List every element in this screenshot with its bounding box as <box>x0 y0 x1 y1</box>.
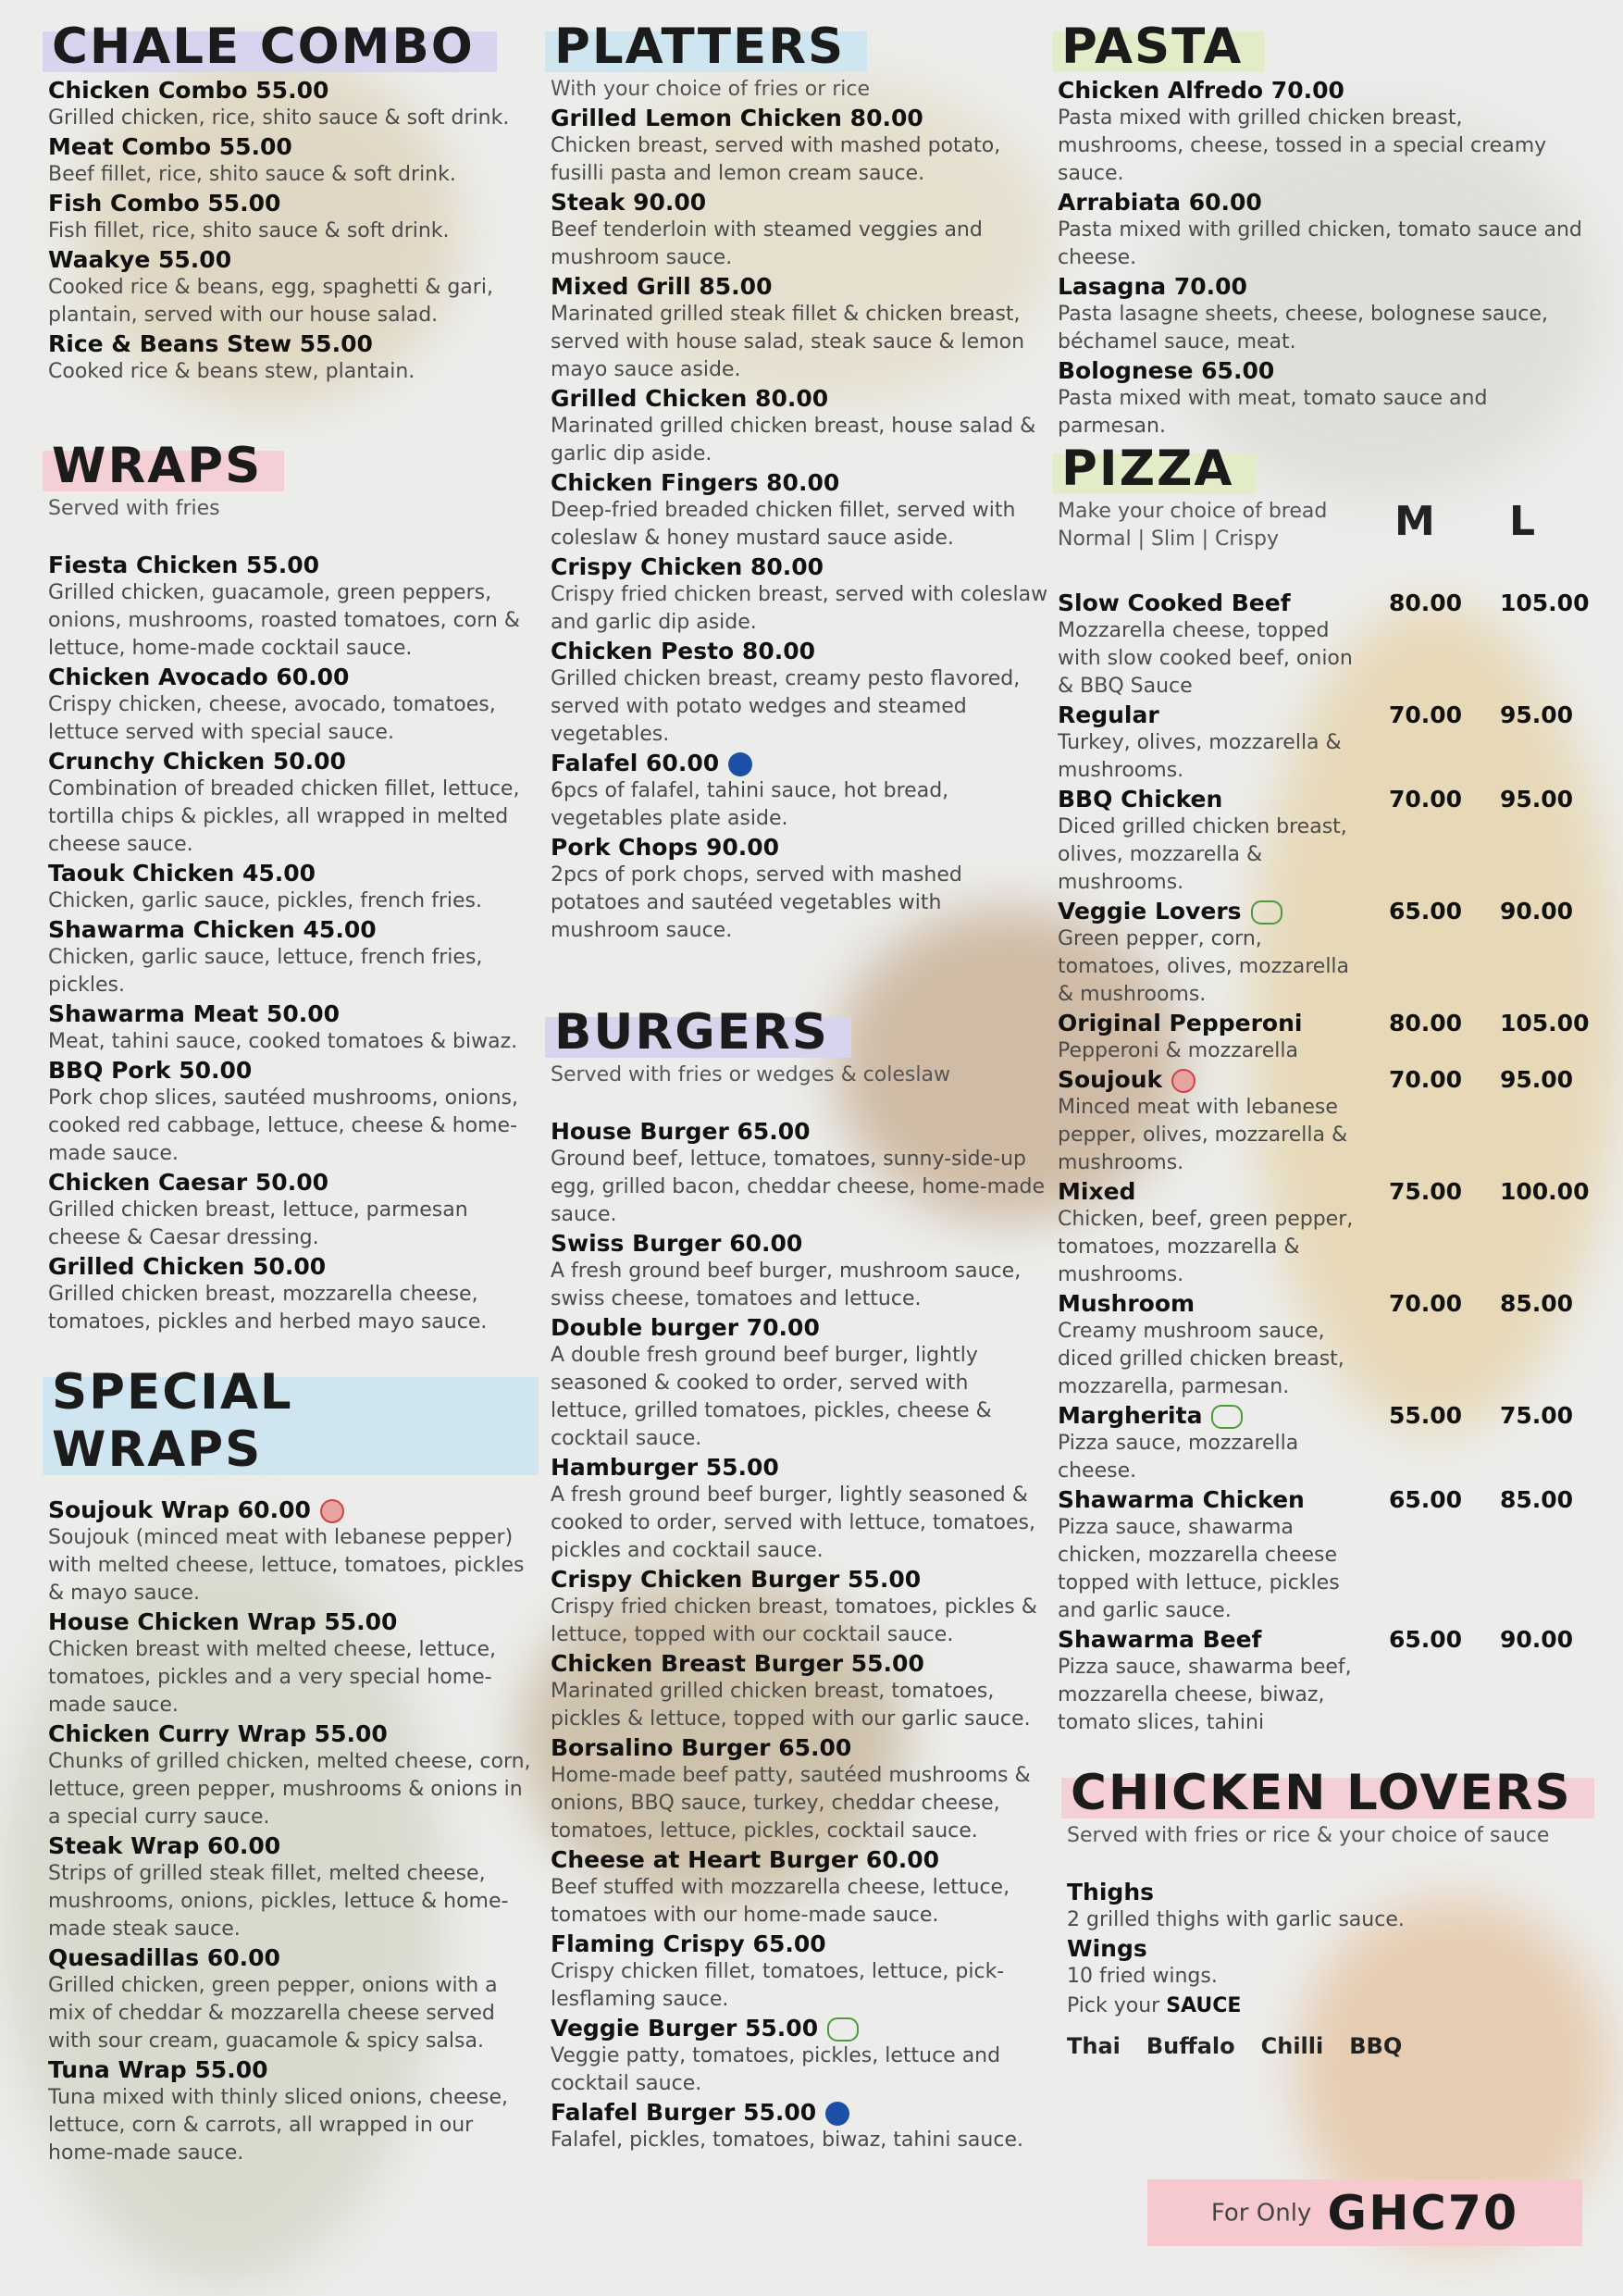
spicy-icon <box>320 1499 344 1523</box>
menu-item-name: Crispy Chicken 80.00 <box>551 553 824 580</box>
section-pizza <box>1058 441 1594 1737</box>
menu-item-description: Green pepper, corn, tomatoes, olives, mozzarella & mushrooms. <box>1058 927 1350 1006</box>
menu-item-name: House Chicken Wrap 55.00 <box>48 1608 398 1635</box>
menu-item-name: Thighs <box>1067 1879 1154 1905</box>
menu-item-description: Home-made beef patty, sautéed mushrooms & onions, BBQ sauce, turkey, cheddar cheese, tomatoes, lettuce, pickles, cocktail sauce. <box>551 1764 1031 1843</box>
menu-item-name: Soujouk Wrap 60.00 <box>48 1496 539 1524</box>
menu-item <box>48 2056 539 2167</box>
price-large: 95.00 <box>1500 1066 1574 1093</box>
pizza-item <box>1058 701 1594 785</box>
menu-item-name: Veggie Lovers <box>1058 898 1354 925</box>
section-special-wraps <box>48 1364 539 2167</box>
menu-item-description: Meat, tahini sauce, cooked tomatoes & biwaz. <box>48 1030 518 1053</box>
menu-item <box>48 552 539 663</box>
menu-item-description: Ground beef, lettuce, tomatoes, sunny-side-up egg, grilled bacon, cheddar cheese, home-made sauce. <box>551 1148 1046 1226</box>
menu-item-description: A fresh ground beef burger, mushroom sauce, swiss cheese, tomatoes and lettuce. <box>551 1260 1022 1310</box>
menu-item-description: Combination of breaded chicken fillet, lettuce, tortilla chips & pickles, all wrapped in melted cheese sauce. <box>48 777 520 856</box>
price-medium: 70.00 <box>1389 1290 1463 1317</box>
menu-item-name: Cheese at Heart Burger 60.00 <box>551 1846 939 1873</box>
vegetarian-icon <box>1211 1405 1243 1429</box>
offer-label: For Only <box>1210 2199 1312 2228</box>
section-subtitle: Make your choice of bread Normal | Slim | Crispy <box>1058 500 1328 551</box>
price-large: 95.00 <box>1500 786 1574 813</box>
sauce-option: BBQ <box>1349 2033 1403 2059</box>
menu-item-description: Marinated grilled steak fillet & chicken breast, served with house salad, steak sauce & lemon mayo sauce aside. <box>551 303 1025 381</box>
menu-item <box>48 916 539 999</box>
price-large: 75.00 <box>1500 1402 1574 1429</box>
price-medium: 70.00 <box>1389 1066 1463 1093</box>
vegetarian-icon <box>827 2017 859 2042</box>
section-burgers <box>551 1004 1050 2154</box>
menu-item-description: Veggie patty, tomatoes, pickles, lettuce and cocktail sauce. <box>551 2044 1001 2095</box>
menu-item-name: Steak 90.00 <box>551 189 707 216</box>
menu-item-description: Chicken, garlic sauce, lettuce, french fries, pickles. <box>48 946 483 997</box>
sauce-prompt: Pick your SAUCE <box>1067 1994 1242 2017</box>
menu-column-left <box>48 19 539 2167</box>
menu-item <box>551 834 1050 945</box>
menu-item-name: Chicken Alfredo 70.00 <box>1058 77 1344 104</box>
menu-item <box>551 1566 1050 1649</box>
menu-item-name: Bolognese 65.00 <box>1058 357 1275 384</box>
section-title: CHALE COMBO <box>48 19 497 76</box>
price-medium: 65.00 <box>1389 1626 1463 1653</box>
menu-item <box>48 664 539 747</box>
sauce-list <box>1067 2033 1594 2059</box>
pizza-item <box>1058 1626 1594 1737</box>
menu-item <box>48 1944 539 2055</box>
menu-item <box>48 860 539 915</box>
menu-item-name: Swiss Burger 60.00 <box>551 1230 803 1257</box>
menu-item <box>48 1608 539 1719</box>
menu-list <box>1058 590 1594 1737</box>
menu-list <box>551 105 1050 945</box>
menu-item-name: House Burger 65.00 <box>551 1118 811 1145</box>
menu-item-description: 2pcs of pork chops, served with mashed potatoes and sautéed vegetables with mushroom sauce. <box>551 863 962 942</box>
menu-item-description: Crispy chicken fillet, tomatoes, lettuce, pick-lesflaming sauce. <box>551 1960 1005 2011</box>
price-medium: 80.00 <box>1389 1010 1463 1036</box>
menu-item-name: Veggie Burger 55.00 <box>551 2015 1050 2042</box>
menu-item-description: Grilled chicken, rice, shito sauce & soft drink. <box>48 106 510 130</box>
price-offer-banner <box>1147 2179 1582 2246</box>
menu-item-name: Fiesta Chicken 55.00 <box>48 552 320 578</box>
menu-item-name: Lasagna 70.00 <box>1058 273 1247 300</box>
menu-item-name: Original Pepperoni <box>1058 1010 1303 1036</box>
menu-item <box>551 273 1050 384</box>
price-large: 100.00 <box>1500 1178 1590 1205</box>
menu-item-description: Fish fillet, rice, shito sauce & soft drink. <box>48 219 450 242</box>
price-large: 95.00 <box>1500 701 1574 728</box>
section-chicken-lovers <box>1058 1765 1594 2059</box>
menu-item-name: Grilled Chicken 80.00 <box>551 385 829 412</box>
section-subtitle: With your choice of fries or rice <box>551 78 871 101</box>
menu-item <box>48 1832 539 1943</box>
menu-item <box>551 1454 1050 1565</box>
menu-item <box>551 638 1050 749</box>
sauce-prompt-strong: SAUCE <box>1166 1994 1242 2017</box>
menu-item <box>1058 357 1594 441</box>
menu-item <box>551 189 1050 272</box>
menu-item <box>48 1000 539 1056</box>
menu-item-name: Wings <box>1067 1935 1147 1962</box>
sauce-option: Thai <box>1067 2033 1121 2059</box>
menu-item-description: Pizza sauce, mozzarella cheese. <box>1058 1432 1299 1483</box>
size-medium-header: M <box>1394 498 1435 545</box>
menu-item <box>551 469 1050 552</box>
menu-item <box>48 1253 539 1336</box>
menu-item-name: Shawarma Chicken <box>1058 1486 1305 1513</box>
menu-item-description: Chicken breast with melted cheese, lettuce, tomatoes, pickles and a very special home-made sauce. <box>48 1638 496 1717</box>
menu-item-description: Turkey, olives, mozzarella & mushrooms. <box>1058 731 1342 782</box>
pizza-item <box>1058 1402 1594 1485</box>
menu-item-name: Crispy Chicken Burger 55.00 <box>551 1566 922 1593</box>
pizza-item <box>1058 1178 1594 1289</box>
menu-item-description: Cooked rice & beans, egg, spaghetti & gari, plantain, served with our house salad. <box>48 276 493 327</box>
menu-item <box>551 1118 1050 1229</box>
menu-item <box>48 190 539 245</box>
menu-item-name: Flaming Crispy 65.00 <box>551 1930 826 1957</box>
section-title: PLATTERS <box>551 19 867 76</box>
pizza-item <box>1058 1066 1594 1177</box>
menu-list <box>48 77 539 386</box>
menu-item-name: Mixed Grill 85.00 <box>551 273 773 300</box>
menu-item-description: Chicken breast, served with mashed potato, fusilli pasta and lemon cream sauce. <box>551 134 1001 185</box>
menu-item-description: Pork chop slices, sautéed mushrooms, onions, cooked red cabbage, lettuce, cheese & home-made sauce. <box>48 1086 518 1165</box>
menu-item <box>48 77 539 132</box>
section-wraps <box>48 438 539 1336</box>
menu-item-description: Grilled chicken, green pepper, onions with a mix of cheddar & mozzarella cheese served with sour cream, guacamole & spicy salsa. <box>48 1974 498 2053</box>
pizza-item <box>1058 590 1594 701</box>
menu-item <box>551 385 1050 468</box>
menu-item-description: 2 grilled thighs with garlic sauce. <box>1067 1908 1405 1931</box>
menu-item <box>1058 77 1594 188</box>
menu-item-description: Grilled chicken breast, lettuce, parmesan cheese & Caesar dressing. <box>48 1198 468 1249</box>
menu-item-name: BBQ Pork 50.00 <box>48 1057 253 1084</box>
menu-item-name: Grilled Chicken 50.00 <box>48 1253 327 1280</box>
sauce-option: Buffalo <box>1146 2033 1235 2059</box>
menu-item-name: Mushroom <box>1058 1290 1196 1317</box>
price-medium: 80.00 <box>1389 590 1463 616</box>
pizza-item <box>1058 1010 1594 1065</box>
menu-item-name: Shawarma Chicken 45.00 <box>48 916 377 943</box>
menu-item <box>551 105 1050 188</box>
menu-item-description: Mozzarella cheese, topped with slow cooked beef, onion & BBQ Sauce <box>1058 619 1353 698</box>
menu-item-description: Soujouk (minced meat with lebanese pepper) with melted cheese, lettuce, tomatoes, pickles & mayo sauce. <box>48 1526 525 1605</box>
price-large: 90.00 <box>1500 1626 1574 1653</box>
menu-item-description: Beef stuffed with mozzarella cheese, lettuce, tomatoes with our home-made sauce. <box>551 1876 1010 1927</box>
menu-list <box>551 1118 1050 2154</box>
price-large: 85.00 <box>1500 1290 1574 1317</box>
section-subtitle: Served with fries or wedges & coleslaw <box>551 1063 950 1086</box>
menu-item-name: Chicken Pesto 80.00 <box>551 638 816 664</box>
menu-item-name: Double burger 70.00 <box>551 1314 820 1341</box>
price-medium: 55.00 <box>1389 1402 1463 1429</box>
section-title: SPECIAL WRAPS <box>48 1364 539 1479</box>
price-medium: 65.00 <box>1389 1486 1463 1513</box>
menu-item-name: Borsalino Burger 65.00 <box>551 1734 852 1761</box>
menu-list <box>1067 1879 1594 1991</box>
vegan-icon <box>728 752 752 776</box>
menu-item-name: Fish Combo 55.00 <box>48 190 281 217</box>
menu-item-description: Pasta mixed with grilled chicken breast, mushrooms, cheese, tossed in a special creamy sauce. <box>1058 106 1547 185</box>
menu-item <box>48 1169 539 1252</box>
menu-item <box>48 133 539 189</box>
price-medium: 70.00 <box>1389 701 1463 728</box>
section-title: PIZZA <box>1058 441 1256 498</box>
menu-item-name: Slow Cooked Beef <box>1058 590 1291 616</box>
pizza-item <box>1058 786 1594 897</box>
price-large: 85.00 <box>1500 1486 1574 1513</box>
menu-item-description: Deep-fried breaded chicken fillet, served with coleslaw & honey mustard sauce aside. <box>551 499 1016 550</box>
menu-column-right <box>1058 19 1594 2059</box>
menu-item-description: Chicken, beef, green pepper, tomatoes, mozzarella & mushrooms. <box>1058 1208 1354 1286</box>
menu-item-name: Chicken Combo 55.00 <box>48 77 329 104</box>
section-title: WRAPS <box>48 438 284 495</box>
spicy-icon <box>1171 1069 1196 1093</box>
menu-item <box>48 330 539 386</box>
menu-item-name: Arrabiata 60.00 <box>1058 189 1262 216</box>
offer-price: GHC70 <box>1327 2185 1519 2241</box>
menu-item <box>48 748 539 859</box>
menu-item-name: Falafel 60.00 <box>551 750 1050 777</box>
menu-item-description: Grilled chicken breast, mozzarella cheese, tomatoes, pickles and herbed mayo sauce. <box>48 1283 488 1334</box>
vegetarian-icon <box>1251 900 1282 925</box>
menu-item-name: Falafel Burger 55.00 <box>551 2099 1050 2127</box>
menu-list <box>48 552 539 1336</box>
menu-item <box>48 246 539 329</box>
menu-item-name: Quesadillas 60.00 <box>48 1944 280 1971</box>
menu-item-name: Chicken Curry Wrap 55.00 <box>48 1720 388 1747</box>
menu-item <box>551 1734 1050 1845</box>
menu-item-name: Waakye 55.00 <box>48 246 232 273</box>
pizza-item <box>1058 898 1594 1009</box>
menu-item-name: Shawarma Beef <box>1058 1626 1262 1653</box>
price-medium: 65.00 <box>1389 898 1463 925</box>
menu-item-name: Chicken Fingers 80.00 <box>551 469 840 496</box>
price-medium: 75.00 <box>1389 1178 1463 1205</box>
menu-item <box>551 1314 1050 1453</box>
menu-item-name: BBQ Chicken <box>1058 786 1223 813</box>
menu-item-name: Grilled Lemon Chicken 80.00 <box>551 105 923 131</box>
section-title: BURGERS <box>551 1004 851 1061</box>
menu-item-name: Steak Wrap 60.00 <box>48 1832 281 1859</box>
menu-item <box>1058 189 1594 272</box>
menu-item-name: Hamburger 55.00 <box>551 1454 779 1481</box>
menu-item <box>48 1720 539 1831</box>
menu-item <box>551 1846 1050 1930</box>
menu-item-description: Pasta mixed with meat, tomato sauce and parmesan. <box>1058 387 1488 438</box>
menu-item-description: Marinated grilled chicken breast, tomatoes, pickles & lettuce, topped with our garlic sauce. <box>551 1680 1031 1731</box>
menu-item <box>1058 273 1594 356</box>
section-subtitle: Served with fries <box>48 497 220 520</box>
menu-item-description: Grilled chicken, guacamole, green peppers, onions, mushrooms, roasted tomatoes, corn & lettuce, home-made cocktail sauce. <box>48 581 520 660</box>
menu-item <box>551 553 1050 637</box>
menu-item-description: Marinated grilled chicken breast, house salad & garlic dip aside. <box>551 415 1036 465</box>
pizza-item <box>1058 1486 1594 1625</box>
section-title: CHICKEN LOVERS <box>1067 1765 1594 1822</box>
pizza-item <box>1058 1290 1594 1401</box>
price-large: 105.00 <box>1500 590 1590 616</box>
menu-item-description: Grilled chicken breast, creamy pesto flavored, served with potato wedges and steamed vegetables. <box>551 667 1021 746</box>
menu-item <box>1067 1879 1594 1934</box>
menu-item-name: Shawarma Meat 50.00 <box>48 1000 341 1027</box>
menu-item-description: Pasta lasagne sheets, cheese, bolognese sauce, béchamel sauce, meat. <box>1058 303 1548 354</box>
menu-item-name: Chicken Avocado 60.00 <box>48 664 350 690</box>
menu-item-description: Pizza sauce, shawarma beef, mozzarella cheese, biwaz, tomato slices, tahini <box>1058 1656 1352 1734</box>
section-subtitle: Served with fries or rice & your choice of sauce <box>1067 1824 1550 1847</box>
section-platters <box>551 19 1050 945</box>
menu-item-description: Beef fillet, rice, shito sauce & soft drink. <box>48 163 456 186</box>
menu-item-description: Crispy chicken, cheese, avocado, tomatoes, lettuce served with special sauce. <box>48 693 496 744</box>
menu-item-name: Chicken Caesar 50.00 <box>48 1169 328 1196</box>
menu-item-name: Taouk Chicken 45.00 <box>48 860 316 887</box>
menu-item-description: A double fresh ground beef burger, lightly seasoned & cooked to order, served with lettuce, grilled tomatoes, pickles, cheese & cocktail sauce. <box>551 1344 992 1450</box>
menu-item <box>551 1650 1050 1733</box>
menu-item-description: Pasta mixed with grilled chicken, tomato sauce and cheese. <box>1058 218 1582 269</box>
menu-item <box>551 1230 1050 1313</box>
menu-item-description: Pizza sauce, shawarma chicken, mozzarella cheese topped with lettuce, pickles and garlic sauce. <box>1058 1516 1340 1622</box>
section-pasta <box>1058 19 1594 441</box>
section-title: PASTA <box>1058 19 1265 76</box>
menu-item-description: Strips of grilled steak fillet, melted cheese, mushrooms, onions, pickles, lettuce & home-made steak sauce. <box>48 1862 509 1941</box>
menu-item <box>551 750 1050 833</box>
menu-item <box>48 1057 539 1168</box>
menu-item-description: A fresh ground beef burger, lightly seasoned & cooked to order, served with lettuce, tomatoes, pickles and cocktail sauce. <box>551 1483 1035 1562</box>
size-large-header: L <box>1509 498 1536 545</box>
menu-item <box>48 1496 539 1607</box>
menu-item-name: Regular <box>1058 701 1159 728</box>
menu-item-description: Chunks of grilled chicken, melted cheese, corn, lettuce, green pepper, mushrooms & onions in a special curry sauce. <box>48 1750 531 1829</box>
menu-item-name: Mixed <box>1058 1178 1136 1205</box>
menu-item-description: Pepperoni & mozzarella <box>1058 1039 1298 1062</box>
menu-item <box>551 2015 1050 2098</box>
menu-column-middle <box>551 19 1050 2154</box>
sauce-option: Chilli <box>1260 2033 1324 2059</box>
menu-item-description: Minced meat with lebanese pepper, olives, mozzarella & mushrooms. <box>1058 1096 1348 1174</box>
menu-item <box>551 1930 1050 2014</box>
menu-item-description: Cooked rice & beans stew, plantain. <box>48 360 415 383</box>
menu-item-name: Meat Combo 55.00 <box>48 133 292 160</box>
menu-item-name: Soujouk <box>1058 1066 1354 1094</box>
menu-item-description: Crispy fried chicken breast, served with coleslaw and garlic dip aside. <box>551 583 1048 634</box>
menu-item-name: Rice & Beans Stew 55.00 <box>48 330 373 357</box>
menu-item-name: Tuna Wrap 55.00 <box>48 2056 268 2083</box>
menu-item-description: Creamy mushroom sauce, diced grilled chicken breast, mozzarella, parmesan. <box>1058 1320 1344 1398</box>
menu-item-description: 10 fried wings. <box>1067 1965 1218 1988</box>
menu-item-name: Pork Chops 90.00 <box>551 834 780 861</box>
menu-item-description: Crispy fried chicken breast, tomatoes, pickles & lettuce, topped with our cocktail sauce. <box>551 1595 1037 1646</box>
price-large: 90.00 <box>1500 898 1574 925</box>
menu-item <box>551 2099 1050 2154</box>
vegan-icon <box>825 2102 849 2126</box>
menu-item-description: Tuna mixed with thinly sliced onions, cheese, lettuce, corn & carrots, all wrapped in our home-made sauce. <box>48 2086 508 2165</box>
menu-item-description: Beef tenderloin with steamed veggies and mushroom sauce. <box>551 218 983 269</box>
menu-list <box>48 1496 539 2167</box>
menu-item-name: Chicken Breast Burger 55.00 <box>551 1650 924 1677</box>
menu-item-name: Crunchy Chicken 50.00 <box>48 748 346 775</box>
menu-item <box>1067 1935 1594 1991</box>
menu-item-name: Margherita <box>1058 1402 1354 1430</box>
price-large: 105.00 <box>1500 1010 1590 1036</box>
section-chale-combo <box>48 19 539 386</box>
menu-item-description: 6pcs of falafel, tahini sauce, hot bread, vegetables plate aside. <box>551 779 949 830</box>
menu-item-description: Falafel, pickles, tomatoes, biwaz, tahini sauce. <box>551 2128 1023 2152</box>
menu-item-description: Diced grilled chicken breast, olives, mozzarella & mushrooms. <box>1058 815 1347 894</box>
menu-list <box>1058 77 1594 441</box>
price-medium: 70.00 <box>1389 786 1463 813</box>
menu-item-description: Chicken, garlic sauce, pickles, french fries. <box>48 889 482 912</box>
